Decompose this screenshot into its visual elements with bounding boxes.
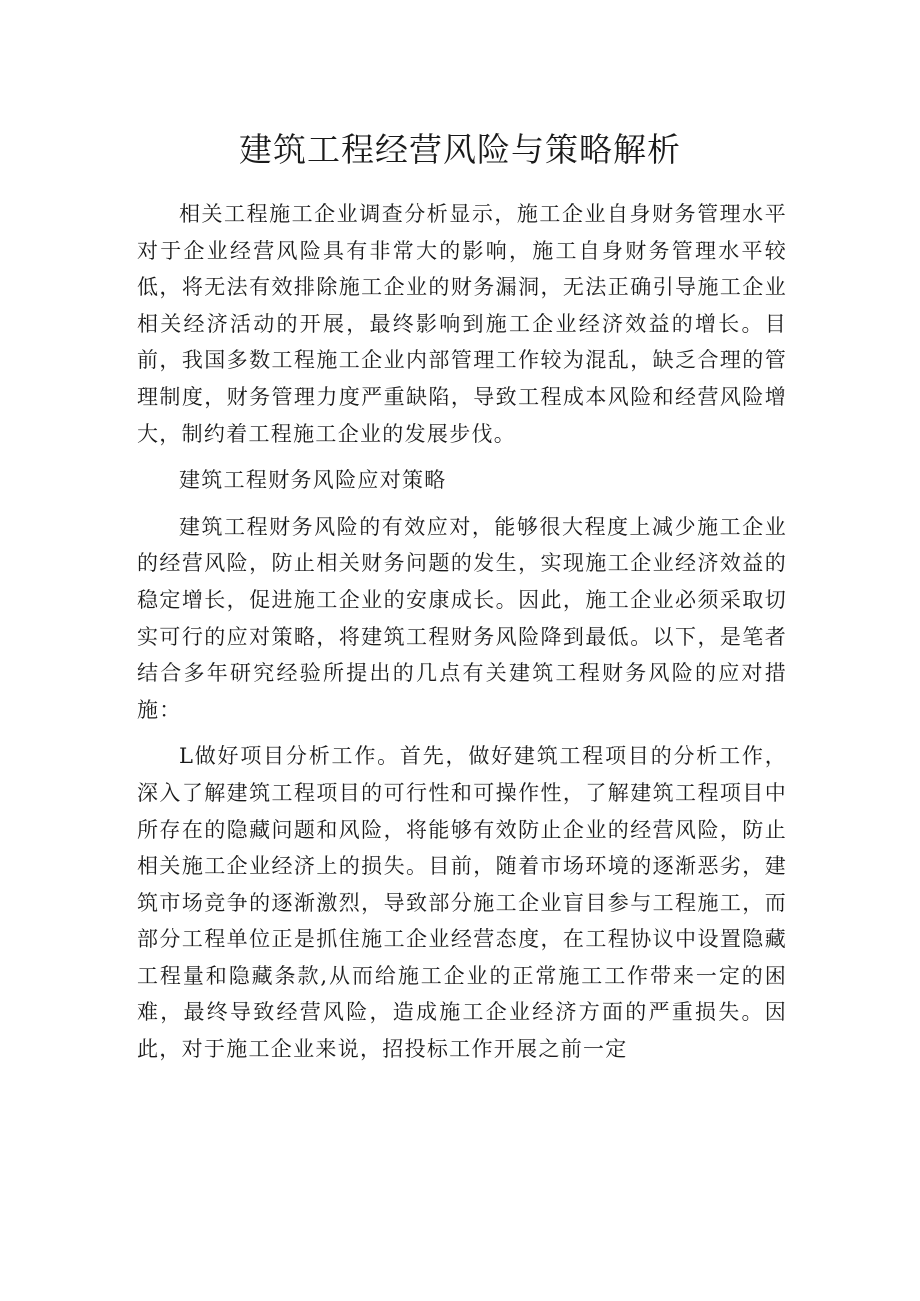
paragraph-intro: 相关工程施工企业调查分析显示，施工企业自身财务管理水平对于企业经营风险具有非常大的影响，施工自身财务管理水平较低，将无法有效排除施工企业的财务漏洞，无法正确引导施工企业相关经济活动的开展，最终影响到施工企业经济效益的增长。目前，我国多数工程施工企业内部管理工作较为混乱，缺乏合理的管理制度，财务管理力度严重缺陷，导致工程成本风险和经营风险增大，制约着工程施工企业的发展步伐。 [137, 202, 787, 446]
document-title: 建筑工程经营风险与策略解析 [239, 130, 681, 169]
paragraph-strategy-intro: 建筑工程财务风险的有效应对，能够很大程度上减少施工企业的经营风险，防止相关财务问题的发生，实现施工企业经济效益的稳定增长，促进施工企业的安康成长。因此，施工企业必须采取切实可行的应对策略，将建筑工程财务风险降到最低。以下，是笔者结合多年研究经验所提出的几点有关建筑工程财务风险的应对措施： [137, 514, 787, 722]
section-heading: 建筑工程财务风险应对策略 [179, 468, 447, 493]
document-body [137, 196, 787, 1068]
paragraph-project-analysis: L做好项目分析工作。首先，做好建筑工程项目的分析工作，深入了解建筑工程项目的可行性和可操作性，了解建筑工程项目中所存在的隐藏问题和风险，将能够有效防止企业的经营风险，防止相关施工企业经济上的损失。目前，随着市场环境的逐渐恶劣，建筑市场竞争的逐渐激烈，导致部分施工企业盲目参与工程施工，而部分工程单位正是抓住施工企业经营态度，在工程协议中设置隐藏工程量和隐藏条款,从而给施工企业的正常施工工作带来一定的困难，最终导致经营风险，造成施工企业经济方面的严重损失。因此，对于施工企业来说，招投标工作开展之前一定 [137, 744, 787, 1062]
